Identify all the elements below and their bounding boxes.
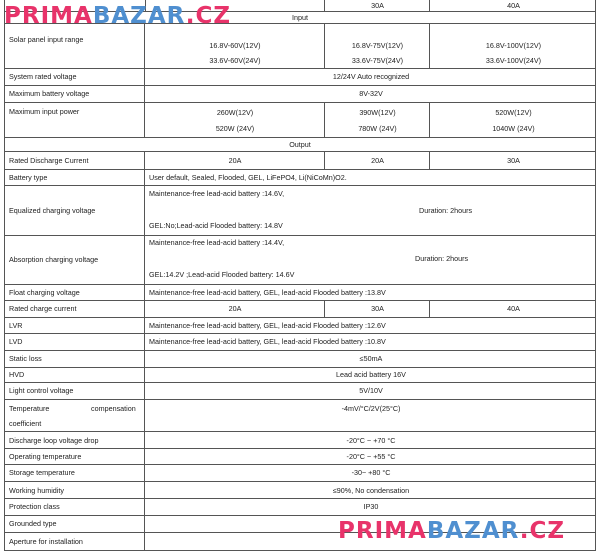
cell-value: 20A — [228, 304, 242, 313]
cell-value: -4mV/°C/2V(25°C) — [341, 404, 401, 413]
row-storage-temp — [5, 464, 595, 482]
row-label: Float charging voltage — [9, 288, 80, 297]
cell-value: 520W (24V) — [215, 124, 255, 133]
row-label: Solar panel input range — [9, 35, 84, 44]
cell-value: 12/24V Auto recognized — [332, 72, 410, 81]
section-output-title: Output — [289, 140, 311, 149]
cell-value: -20°C ~ +70 °C — [346, 436, 396, 445]
header-40a: 40A — [507, 1, 520, 10]
cell-value: 33.6V-100V(24V) — [485, 56, 542, 65]
row-operating-temp — [5, 448, 595, 465]
row-label: Storage temperature — [9, 468, 75, 477]
cell-value: GEL:No;Lead-acid Flooded battery: 14.8V — [149, 221, 283, 230]
section-output — [5, 137, 595, 152]
row-label: Discharge loop voltage drop — [9, 436, 99, 445]
row-label: compensation — [91, 404, 136, 413]
cell-value: ≤90%, No condensation — [332, 486, 410, 495]
row-label: Operating temperature — [9, 452, 82, 461]
cell-value: 16.8V-60V(12V) — [209, 41, 261, 50]
cell-value: Lead acid battery 16V — [336, 370, 406, 379]
cell-value: 30A — [371, 304, 384, 313]
row-label: Working humidity — [9, 486, 64, 495]
row-label: Maximum battery voltage — [9, 89, 90, 98]
cell-value: 260W(12V) — [216, 108, 254, 117]
row-rated-charge — [5, 300, 595, 318]
row-label: Battery type — [9, 173, 48, 182]
row-max-input-power — [5, 102, 595, 138]
row-label: System rated voltage — [9, 72, 77, 81]
row-label: Rated charge current — [9, 304, 77, 313]
cell-value: 40A — [507, 304, 520, 313]
cell-value: 30A — [507, 156, 520, 165]
cell-value: 5V/10V — [359, 386, 383, 395]
row-label: Protection class — [9, 502, 60, 511]
row-rated-discharge — [5, 151, 595, 170]
row-humidity — [5, 481, 595, 499]
cell-value: 390W(12V) — [359, 108, 396, 117]
cell-value: User default, Sealed, Flooded, GEL, LiFePO4, Li(NiCoMn)O2. — [149, 173, 347, 182]
row-label: Equalized charging voltage — [9, 206, 96, 215]
cell-value: 1040W (24V) — [492, 124, 535, 133]
row-label: Rated Discharge Current — [9, 156, 89, 165]
row-system-voltage — [5, 68, 595, 86]
cell-value: GEL:14.2V ;Lead-acid Flooded battery: 14.6V — [149, 270, 295, 279]
row-light-control — [5, 382, 595, 400]
cell-value: 780W (24V) — [358, 124, 397, 133]
cell-value: -30~ +80 °C — [351, 468, 391, 477]
row-hvd — [5, 367, 595, 383]
cell-value: 520W(12V) — [495, 108, 532, 117]
watermark-logo-top: PRIMABAZAR.CZ — [4, 3, 232, 29]
cell-value: 8V-32V — [359, 89, 383, 98]
row-label: Light control voltage — [9, 386, 74, 395]
cell-value: Maintenance-free lead-acid battery, GEL, lead-acid Flooded battery :10.8V — [149, 337, 386, 346]
cell-value: 20A — [371, 156, 384, 165]
row-protection — [5, 498, 595, 516]
cell-value: Maintenance-free lead-acid battery :14.4V, — [149, 238, 285, 247]
section-input-title: Input — [292, 13, 308, 22]
row-label: Static loss — [9, 354, 42, 363]
spec-table — [4, 0, 596, 551]
cell-value: IP30 — [363, 502, 379, 511]
row-lvr — [5, 317, 595, 334]
cell-value: ≤50mA — [359, 354, 383, 363]
row-label: Temperature — [9, 404, 50, 413]
cell-value: Duration: 2hours — [419, 206, 473, 215]
cell-value: Duration: 2hours — [415, 254, 469, 263]
row-label: Maximum input power — [9, 107, 80, 116]
row-static-loss — [5, 350, 595, 368]
cell-value: -20°C ~ +55 °C — [346, 452, 396, 461]
row-label: LVR — [9, 321, 23, 330]
row-label: LVD — [9, 337, 23, 346]
row-absorption — [5, 235, 595, 285]
cell-value: 33.6V-75V(24V) — [351, 56, 404, 65]
row-lvd — [5, 333, 595, 351]
cell-value: Maintenance-free lead-acid battery :14.6V, — [149, 189, 285, 198]
cell-value: Maintenance-free lead-acid battery, GEL, lead-acid Flooded battery :12.6V — [149, 321, 386, 330]
row-label: Grounded type — [9, 519, 57, 528]
row-max-battery-voltage — [5, 85, 595, 103]
row-battery-type — [5, 169, 595, 186]
cell-value: Maintenance-free lead-acid battery, GEL, lead-acid Flooded battery :13.8V — [149, 288, 386, 297]
cell-value: 20A — [228, 156, 242, 165]
row-label: HVD — [9, 370, 25, 379]
row-label: Absorption charging voltage — [9, 255, 99, 264]
row-label: coefficient — [9, 419, 42, 428]
cell-value: 16.8V-75V(12V) — [351, 41, 404, 50]
row-label: Aperture for installation — [9, 537, 83, 546]
cell-value: 33.6V-60V(24V) — [209, 56, 261, 65]
row-equalized — [5, 185, 595, 236]
row-discharge-drop — [5, 431, 595, 449]
cell-value: 16.8V-100V(12V) — [485, 41, 542, 50]
watermark-logo-bottom: PRIMABAZAR.CZ — [338, 518, 566, 544]
header-30a: 30A — [371, 1, 384, 10]
row-temp-comp — [5, 399, 595, 432]
row-solar-input — [5, 23, 595, 69]
row-float — [5, 284, 595, 301]
